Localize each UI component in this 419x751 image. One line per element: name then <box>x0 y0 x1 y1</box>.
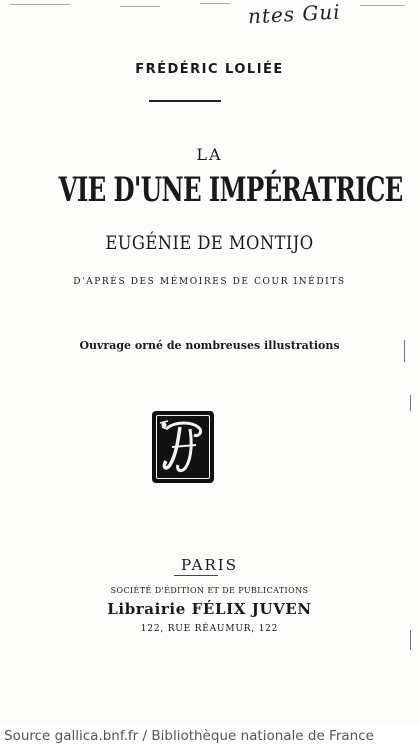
scan-speckle <box>200 3 230 4</box>
publisher-monogram-icon <box>152 411 214 483</box>
handwritten-annotation: ntes Gui <box>247 0 342 29</box>
scan-margin-mark <box>410 630 411 650</box>
scan-speckle <box>120 6 160 7</box>
book-subtitle: EUGÉNIE DE MONTIJO <box>105 232 314 254</box>
imprint-societe: SOCIÉTÉ D'ÉDITION ET DE PUBLICATIONS <box>110 586 309 595</box>
illustrations-note: Ouvrage orné de nombreuses illustrations <box>79 339 340 352</box>
book-title: VIE D'UNE IMPÉRATRICE <box>58 170 403 210</box>
scan-speckle <box>10 4 70 5</box>
scan-speckle <box>360 5 405 6</box>
title-divider <box>149 100 221 102</box>
source-credit: Source gallica.bnf.fr / Bibliothèque nationale de France <box>4 728 374 744</box>
title-article: LA <box>196 145 223 164</box>
imprint-divider <box>174 575 218 576</box>
source-footer <box>0 724 419 751</box>
imprint-address: 122, RUE RÉAUMUR, 122 <box>140 624 279 634</box>
scan-margin-mark <box>410 395 411 411</box>
book-tagline: D'APRÈS DES MÉMOIRES DE COUR INÉDITS <box>73 277 346 287</box>
imprint-city: PARIS <box>180 556 239 574</box>
imprint-librairie: Librairie FÉLIX JUVEN <box>107 600 312 618</box>
scan-margin-mark <box>404 340 405 362</box>
author-name: FRÉDÉRIC LOLIÉE <box>135 62 284 77</box>
